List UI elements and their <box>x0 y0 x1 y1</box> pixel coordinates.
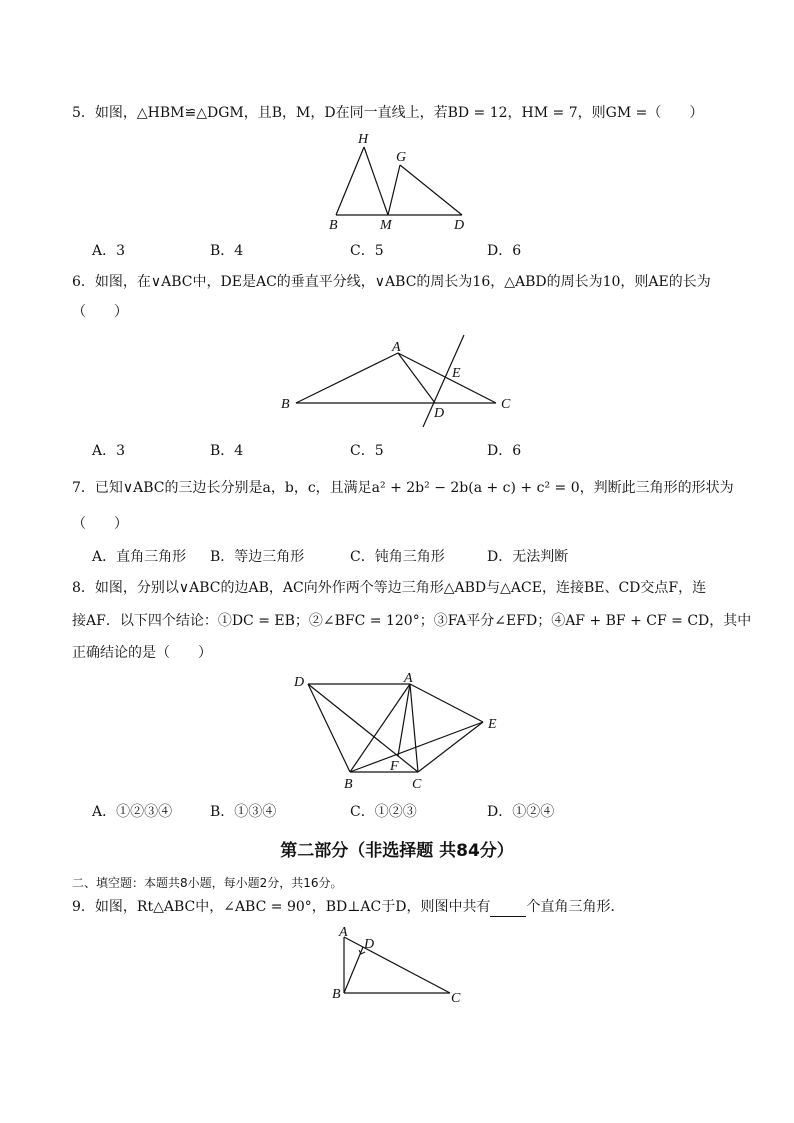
q8-option-c[interactable]: C．①②③ <box>350 804 417 820</box>
q8-option-b[interactable]: B．①③④ <box>210 804 277 820</box>
q8-label-A: A <box>404 671 413 686</box>
q9-label-B: B <box>332 987 341 1002</box>
q6-option-b[interactable]: B．4 <box>210 443 244 459</box>
q6-stem-line1: 6．如图，在∨ABC中，DE是AC的垂直平分线，∨ABC的周长为16，△ABD的周长为10，则AE的长为 <box>72 274 711 290</box>
q8-label-F: F <box>390 759 399 774</box>
q5-figure <box>320 125 480 235</box>
q8-label-B: B <box>344 777 353 792</box>
q6-label-B: B <box>281 397 290 412</box>
q8-label-D: D <box>294 675 305 690</box>
q5-label-B: B <box>329 218 338 233</box>
q8-label-C: C <box>412 777 422 792</box>
q9-stem-after: 个直角三角形． <box>526 899 625 915</box>
q8-label-E: E <box>488 717 497 732</box>
q8-stem-line3: 正确结论的是（ ） <box>72 645 212 661</box>
q8-option-d[interactable]: D．①②④ <box>487 804 555 820</box>
q9-label-D: D <box>364 937 375 952</box>
q8-stem-line1: 8．如图，分别以∨ABC的边AB，AC向外作两个等边三角形△ABD与△ACE，连接BE、CD交点F，连 <box>72 580 707 596</box>
q6-option-d[interactable]: D．6 <box>487 443 522 459</box>
q9-label-C: C <box>451 991 461 1006</box>
q5-option-a[interactable]: A．3 <box>92 243 126 259</box>
q7-stem-line2: （ ） <box>72 516 128 532</box>
q6-label-A: A <box>392 340 401 355</box>
q7-option-c[interactable]: C．钝角三角形 <box>350 549 445 565</box>
q9-figure <box>330 925 470 1005</box>
q6-stem-line2: （ ） <box>72 304 128 320</box>
q8-option-a[interactable]: A．①②③④ <box>92 804 173 820</box>
q7-option-a[interactable]: A．直角三角形 <box>92 549 187 565</box>
section-title: 第二部分（非选择题 共84分） <box>280 841 514 861</box>
q5-label-H: H <box>358 132 369 147</box>
q9-stem-before: 9．如图，Rt△ABC中，∠ABC = 90°，BD⊥AC于D，则图中共有 <box>72 899 491 915</box>
q6-label-C: C <box>501 397 511 412</box>
q7-stem-line1: 7．已知∨ABC的三边长分别是a，b，c，且满足a² + 2b² − 2b(a + c) + c² = 0，判断此三角形的形状为 <box>72 480 734 496</box>
q5-label-D: D <box>454 218 465 233</box>
q5-label-M: M <box>380 218 392 233</box>
q7-option-d[interactable]: D．无法判断 <box>487 549 569 565</box>
section-subtitle: 二、填空题：本题共8小题，每小题2分，共16分。 <box>72 876 343 890</box>
q6-option-c[interactable]: C．5 <box>350 443 384 459</box>
q9-stem <box>72 897 624 917</box>
q8-figure <box>290 672 510 797</box>
q5-option-b[interactable]: B．4 <box>210 243 244 259</box>
q5-option-d[interactable]: D．6 <box>487 243 522 259</box>
q9-label-A: A <box>339 925 348 940</box>
q6-option-a[interactable]: A．3 <box>92 443 126 459</box>
q6-figure <box>278 333 528 433</box>
q6-label-E: E <box>452 366 461 381</box>
q6-label-D: D <box>434 406 445 421</box>
q7-option-b[interactable]: B．等边三角形 <box>210 549 305 565</box>
q9-answer-blank[interactable] <box>490 902 526 917</box>
q5-stem: 5．如图，△HBM≌△DGM，且B，M，D在同一直线上，若BD = 12，HM = 7，则GM =（ ） <box>72 105 704 121</box>
q8-stem-line2: 接AF．以下四个结论：①DC = EB；②∠BFC = 120°；③FA平分∠EFD；④AF + BF + CF = CD，其中 <box>72 613 752 629</box>
q5-option-c[interactable]: C．5 <box>350 243 384 259</box>
q5-label-G: G <box>396 150 407 165</box>
